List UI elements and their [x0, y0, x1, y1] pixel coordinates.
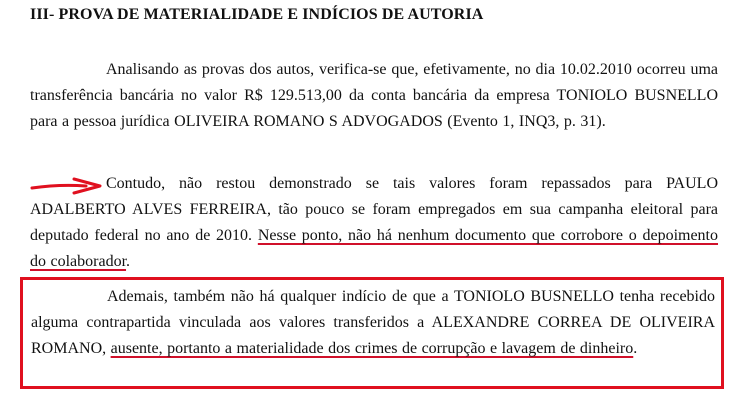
- paragraph-ademais-end: .: [633, 340, 638, 357]
- paragraph-contudo-text: Contudo, não restou demonstrado se tais valores foram repassados para PAULO ADALBERTO ALVES FERREIRA, tão pouco se foram empregados em sua campanha eleitoral para deputado federal no ano de 2010.: [30, 175, 718, 244]
- underlined-statement: Nesse ponto, não há nenhum documento que corrobore o depoimento do colaborador: [30, 227, 719, 270]
- underlined-conclusion: ausente, portanto a materialidade dos crimes de corrupção e lavagem de dinheiro: [110, 340, 634, 357]
- paragraph-ademais: [31, 284, 715, 362]
- paragraph-evidence: Analisando as provas dos autos, verifica-se que, efetivamente, no dia 10.02.2010 ocorreu uma transferência bancária no valor R$ 129.513,00 da conta bancária da empresa TONIOLO BUSNELLO para a pessoa jurídica OLIVEIRA ROMANO S ADVOGADOS (Evento 1, INQ3, p. 31).: [30, 61, 718, 130]
- paragraph-ademais-text: Ademais, também não há qualquer indício de que a TONIOLO BUSNELLO tenha recebido alguma contrapartida vinculada aos valores transferidos a ALEXANDRE CORREA DE OLIVEIRA ROMANO,: [31, 288, 715, 357]
- paragraph-contudo: [30, 171, 718, 275]
- paragraph-contudo-end: .: [126, 253, 131, 270]
- section-heading: III- PROVA DE MATERIALIDADE E INDÍCIOS DE AUTORIA: [30, 6, 484, 23]
